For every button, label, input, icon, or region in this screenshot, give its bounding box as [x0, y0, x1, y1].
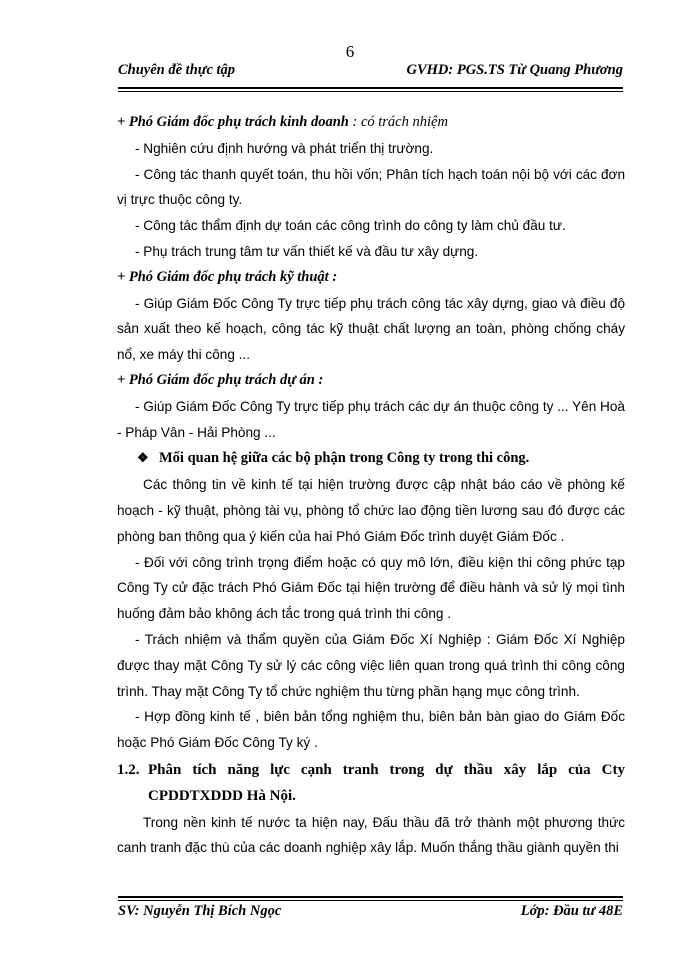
- section-number: 1.2.: [117, 761, 140, 778]
- heading-pgd-kinh-doanh-title: + Phó Giám đốc phụ trách kinh doanh: [117, 114, 353, 130]
- list-item: - Công tác thanh quyết toán, thu hồi vốn; Phân tích hạch toán nội bộ với các đơn vị trực thuộc công ty.: [117, 166, 625, 208]
- list-item: - Trách nhiệm và thẩm quyền của Giám Đốc Xí Nghiệp : Giám Đốc Xí Nghiệp được thay mặt Công Ty sử lý các công việc liên quan trong quá trình thi công công trình. Thay mặt Công Ty tổ chức nghiệm thu từng phần hạng mục công trình.: [117, 631, 625, 699]
- header-right: GVHD: PGS.TS Từ Quang Phương: [406, 62, 623, 78]
- heading-moi-quan-he-title: Mối quan hệ giữa các bộ phận trong Công ty trong thi công.: [159, 450, 530, 467]
- diamond-bullet-icon: ❖: [137, 450, 149, 466]
- list-item: - Công tác thẩm định dự toán các công trình do công ty làm chủ đầu tư.: [135, 218, 566, 234]
- list-item: - Hợp đồng kinh tế , biên bản tổng nghiệm thu, biên bản bàn giao do Giám Đốc hoặc Phó Giám Đốc Công Ty ký .: [117, 709, 625, 751]
- heading-pgd-kinh-doanh-rest: : có trách nhiệm: [352, 114, 448, 130]
- header-rule-thick: [118, 87, 623, 89]
- paragraph: Các thông tin về kinh tế tại hiện trường được cập nhật báo cáo về phòng kế hoạch - kỹ thuật, phòng tài vụ, phòng tổ chức lao động tiền lương sau đó được các phòng ban thông qua ý kiến của hai Phó Giám Đốc trình duyệt Giám Đốc .: [117, 477, 625, 544]
- footer-left: SV: Nguyễn Thị Bích Ngọc: [118, 903, 282, 919]
- list-item: - Phụ trách trung tâm tư vấn thiết kế và đầu tư xây dựng.: [135, 243, 479, 259]
- heading-pgd-du-an: + Phó Giám đốc phụ trách dự án :: [117, 371, 324, 388]
- footer-rule-thick: [118, 896, 623, 898]
- paragraph: Trong nền kinh tế nước ta hiện nay, Đấu thầu đã trở thành một phương thức canh tranh đặc thù của các doanh nghiệp xây lắp. Muốn thắng thầu giành quyền thi: [117, 814, 625, 856]
- section-heading-1-2: [117, 758, 625, 810]
- page-header: [118, 62, 623, 84]
- heading-pgd-kinh-doanh: [117, 110, 625, 136]
- page-number: 6: [345, 42, 355, 61]
- page-footer: [118, 903, 623, 925]
- header-left: Chuyên đề thực tập: [118, 62, 236, 78]
- heading-pgd-ky-thuat: + Phó Giám đốc phụ trách kỹ thuật :: [117, 268, 338, 285]
- footer-right: Lớp: Đầu tư 48E: [520, 903, 623, 919]
- list-item: - Đối với công trình trọng điểm hoặc có quy mô lớn, điều kiện thi công phức tạp Công Ty cử đặc trách Phó Giám Đốc tại hiện trường để điều hành và sử lý mọi tình huống đảm bảo không ách tắc trong quá trình thi công .: [117, 554, 625, 622]
- header-rule-thin: [118, 91, 623, 92]
- document-body: [117, 110, 625, 861]
- list-item: - Giúp Giám Đốc Công Ty trực tiếp phụ trách các dự án thuộc công ty ... Yên Hoà - Pháp Vân - Hải Phòng ...: [117, 398, 625, 440]
- section-title: Phân tích năng lực cạnh tranh trong dự thầu xây lắp của Cty CPDDTXDDD Hà Nội.: [148, 761, 625, 804]
- list-item: - Nghiên cứu định hướng và phát triển thị trường.: [135, 140, 434, 156]
- footer-rule-thin: [118, 900, 623, 901]
- heading-moi-quan-he: [117, 445, 625, 472]
- list-item: - Giúp Giám Đốc Công Ty trực tiếp phụ trách công tác xây dựng, giao và điều độ sản xuất theo kế hoạch, công tác kỹ thuật chất lượng an toàn, phòng chống cháy nổ, xe máy thi công ...: [117, 295, 625, 363]
